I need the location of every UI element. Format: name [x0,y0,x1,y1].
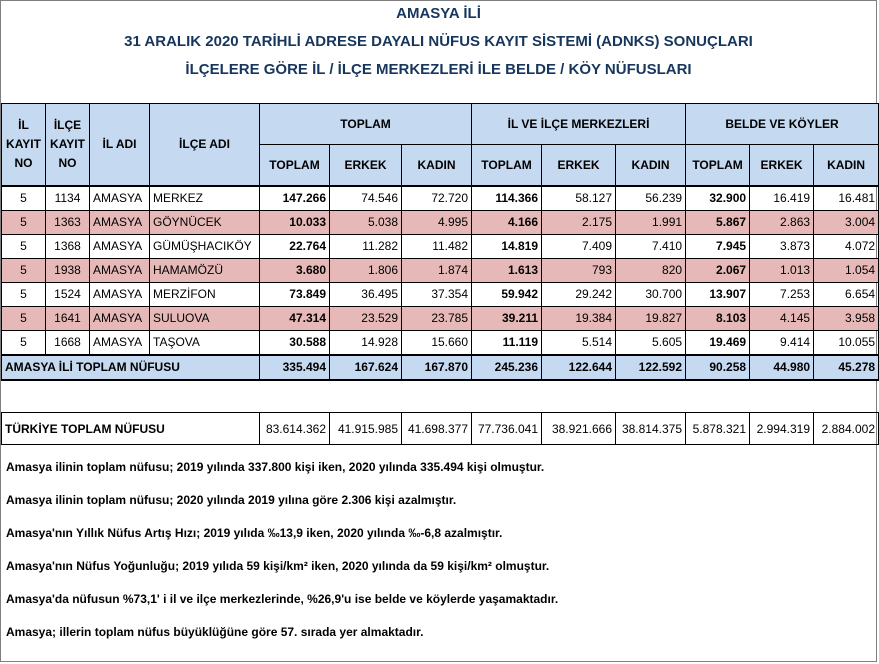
belde-toplam-value: 2.067 [686,258,750,282]
group-merkez: İL VE İLÇE MERKEZLERİ [472,104,686,145]
ilce-adi: MERKEZ [150,186,260,211]
province-belde-toplam: 90.258 [686,355,750,380]
province-merkez-erkek: 122.644 [542,355,616,380]
table-row [2,234,879,258]
il-kayit-no: 5 [2,258,46,282]
ilce-adi: GÖYNÜCEK [150,210,260,234]
belde-erkek-value: 1.013 [750,258,814,282]
il-adi: AMASYA [90,306,150,330]
belde-kadin-value: 4.072 [814,234,879,258]
belde-erkek-value: 3.873 [750,234,814,258]
table-row [2,186,879,211]
toplam-value: 73.849 [260,282,330,306]
table-row [2,258,879,282]
ilce-adi: SULUOVA [150,306,260,330]
belde-toplam-value: 32.900 [686,186,750,211]
merkez-kadin-value: 19.827 [616,306,686,330]
merkez-kadin-value: 56.239 [616,186,686,211]
district-rows [2,186,879,380]
col-merkez-toplam: TOPLAM [472,145,542,186]
erkek-value: 23.529 [330,306,402,330]
il-kayit-no: 5 [2,210,46,234]
ilce-kayit-no: 1641 [46,306,90,330]
ilce-kayit-no: 1134 [46,186,90,211]
merkez-kadin-value: 820 [616,258,686,282]
belde-toplam-value: 19.469 [686,330,750,355]
merkez-kadin-value: 5.605 [616,330,686,355]
group-belde-koy: BELDE VE KÖYLER [686,104,879,145]
turkey-belde-kadin: 2.884.002 [814,413,879,445]
province-merkez-kadin: 122.592 [616,355,686,380]
belde-kadin-value: 10.055 [814,330,879,355]
table-row [2,282,879,306]
toplam-value: 10.033 [260,210,330,234]
kadin-value: 11.482 [402,234,472,258]
merkez-erkek-value: 19.384 [542,306,616,330]
kadin-value: 72.720 [402,186,472,211]
turkey-total-table [1,412,879,445]
ilce-adi: TAŞOVA [150,330,260,355]
merkez-toplam-value: 114.366 [472,186,542,211]
turkey-belde-erkek: 2.994.319 [750,413,814,445]
il-kayit-no: 5 [2,234,46,258]
note-density: Amasya'nın Nüfus Yoğunluğu; 2019 yılıda 59 kişi/km² iken, 2020 yılında da 59 kişi/km² olmuştur. [6,559,550,573]
ilce-adi: HAMAMÖZÜ [150,258,260,282]
turkey-erkek: 41.915.985 [330,413,402,445]
merkez-erkek-value: 29.242 [542,282,616,306]
il-adi: AMASYA [90,282,150,306]
belde-toplam-value: 8.103 [686,306,750,330]
merkez-toplam-value: 1.613 [472,258,542,282]
belde-toplam-value: 13.907 [686,282,750,306]
belde-erkek-value: 4.145 [750,306,814,330]
note-growth-rate: Amasya'nın Yıllık Nüfus Artış Hızı; 2019 yılıda ‰13,9 iken, 2020 yılında ‰-6,8 azalmıştır. [6,526,503,540]
merkez-erkek-value: 793 [542,258,616,282]
kadin-value: 4.995 [402,210,472,234]
table-row [2,306,879,330]
group-toplam: TOPLAM [260,104,472,145]
erkek-value: 11.282 [330,234,402,258]
belde-erkek-value: 7.253 [750,282,814,306]
belde-toplam-value: 7.945 [686,234,750,258]
province-toplam: 335.494 [260,355,330,380]
merkez-kadin-value: 1.991 [616,210,686,234]
belde-kadin-value: 6.654 [814,282,879,306]
table-row [2,330,879,355]
kadin-value: 1.874 [402,258,472,282]
ilce-adi: MERZİFON [150,282,260,306]
province-title: AMASYA İLİ [396,5,481,22]
toplam-value: 3.680 [260,258,330,282]
il-kayit-no: 5 [2,186,46,211]
turkey-kadin: 41.698.377 [402,413,472,445]
il-adi: AMASYA [90,234,150,258]
notes-list [6,459,558,657]
il-adi: AMASYA [90,186,150,211]
kadin-value: 37.354 [402,282,472,306]
merkez-erkek-value: 58.127 [542,186,616,211]
il-kayit-no: 5 [2,306,46,330]
report-subtitle: İLÇELERE GÖRE İL / İLÇE MERKEZLERİ İLE BELDE / KÖY NÜFUSLARI [185,61,692,78]
il-adi: AMASYA [90,210,150,234]
col-il-adi: İL ADI [90,104,150,186]
belde-kadin-value: 16.481 [814,186,879,211]
kadin-value: 23.785 [402,306,472,330]
col-toplam: TOPLAM [260,145,330,186]
ilce-kayit-no: 1668 [46,330,90,355]
note-total-population: Amasya ilinin toplam nüfusu; 2019 yılında 337.800 kişi iken, 2020 yılında 335.494 kişi olmuştur. [6,460,545,474]
turkey-belde-toplam: 5.878.321 [686,413,750,445]
merkez-erkek-value: 2.175 [542,210,616,234]
merkez-kadin-value: 7.410 [616,234,686,258]
belde-kadin-value: 3.004 [814,210,879,234]
toplam-value: 47.314 [260,306,330,330]
il-adi: AMASYA [90,330,150,355]
turkey-toplam: 83.614.362 [260,413,330,445]
turkey-merkez-toplam: 77.736.041 [472,413,542,445]
turkey-merkez-kadin: 38.814.375 [616,413,686,445]
ilce-kayit-no: 1938 [46,258,90,282]
merkez-erkek-value: 7.409 [542,234,616,258]
province-total-row [2,355,879,380]
note-population-decrease: Amasya ilinin toplam nüfusu; 2020 yılında 2019 yılına göre 2.306 kişi azalmıştır. [6,493,457,507]
merkez-toplam-value: 11.119 [472,330,542,355]
il-kayit-no: 5 [2,282,46,306]
turkey-merkez-erkek: 38.921.666 [542,413,616,445]
erkek-value: 5.038 [330,210,402,234]
belde-kadin-value: 1.054 [814,258,879,282]
il-adi: AMASYA [90,258,150,282]
province-merkez-toplam: 245.236 [472,355,542,380]
population-table [1,103,879,381]
belde-erkek-value: 16.419 [750,186,814,211]
note-ranking: Amasya; illerin toplam nüfus büyüklüğüne göre 57. sırada yer almaktadır. [6,625,424,639]
belde-kadin-value: 3.958 [814,306,879,330]
erkek-value: 14.928 [330,330,402,355]
col-belde-kadin: KADIN [814,145,879,186]
province-total-label: AMASYA İLİ TOPLAM NÜFUSU [2,355,260,380]
ilce-kayit-no: 1363 [46,210,90,234]
toplam-value: 147.266 [260,186,330,211]
col-ilce-kayit-no: İLÇE KAYIT NO [46,104,90,186]
merkez-toplam-value: 14.819 [472,234,542,258]
col-kadin: KADIN [402,145,472,186]
ilce-kayit-no: 1368 [46,234,90,258]
merkez-toplam-value: 59.942 [472,282,542,306]
ilce-adi: GÜMÜŞHACIKÖY [150,234,260,258]
turkey-total-label: TÜRKİYE TOPLAM NÜFUSU [2,413,260,445]
merkez-toplam-value: 4.166 [472,210,542,234]
province-belde-erkek: 44.980 [750,355,814,380]
erkek-value: 1.806 [330,258,402,282]
merkez-toplam-value: 39.211 [472,306,542,330]
col-belde-erkek: ERKEK [750,145,814,186]
toplam-value: 22.764 [260,234,330,258]
toplam-value: 30.588 [260,330,330,355]
province-kadin: 167.870 [402,355,472,380]
table-row [2,210,879,234]
belde-erkek-value: 9.414 [750,330,814,355]
col-merkez-kadin: KADIN [616,145,686,186]
col-belde-toplam: TOPLAM [686,145,750,186]
merkez-kadin-value: 30.700 [616,282,686,306]
belde-erkek-value: 2.863 [750,210,814,234]
kadin-value: 15.660 [402,330,472,355]
report-title: 31 ARALIK 2020 TARİHLİ ADRESE DAYALI NÜFUS KAYIT SİSTEMİ (ADNKS) SONUÇLARI [124,33,753,50]
erkek-value: 36.495 [330,282,402,306]
turkey-total-row [2,413,879,445]
ilce-kayit-no: 1524 [46,282,90,306]
merkez-erkek-value: 5.514 [542,330,616,355]
province-belde-kadin: 45.278 [814,355,879,380]
col-il-kayit-no: İL KAYIT NO [2,104,46,186]
erkek-value: 74.546 [330,186,402,211]
belde-toplam-value: 5.867 [686,210,750,234]
province-erkek: 167.624 [330,355,402,380]
note-urban-rural-share: Amasya'da nüfusun %73,1' i il ve ilçe merkezlerinde, %26,9'u ise belde ve köylerde yaşamaktadır. [6,592,559,606]
il-kayit-no: 5 [2,330,46,355]
col-ilce-adi: İLÇE ADI [150,104,260,186]
col-erkek: ERKEK [330,145,402,186]
col-merkez-erkek: ERKEK [542,145,616,186]
